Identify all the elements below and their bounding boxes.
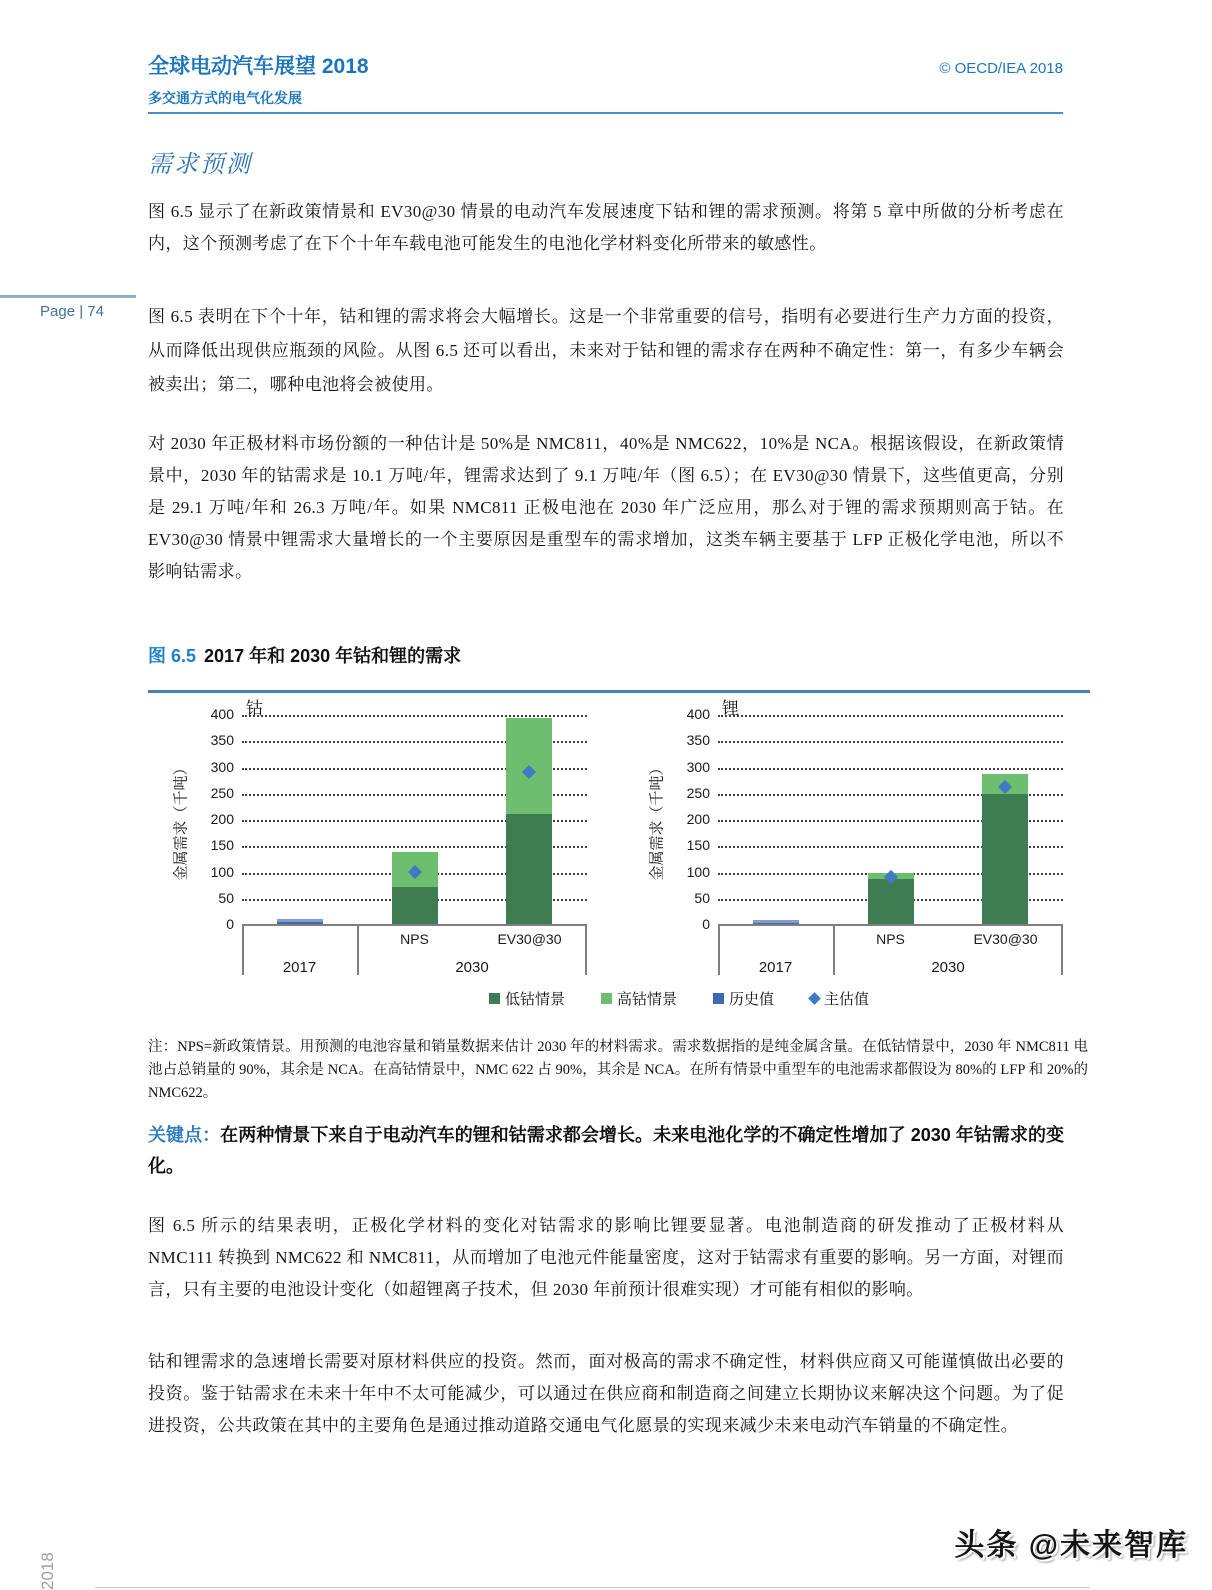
- gridline: [718, 768, 1063, 770]
- category-label: EV30@30: [973, 931, 1038, 947]
- category-label: EV30@30: [497, 931, 562, 947]
- report-title: 全球电动汽车展望 2018: [148, 55, 369, 78]
- lithium-demand-chart: [626, 700, 1086, 990]
- legend-item: [489, 988, 565, 1009]
- margin-divider: [0, 295, 136, 298]
- historical-bar: [277, 919, 323, 924]
- copyright-text: © OECD/IEA 2018: [939, 60, 1063, 77]
- legend-diamond-swatch: [808, 992, 821, 1005]
- figure-top-rule: [148, 690, 1090, 693]
- x-axis-line: [718, 924, 1063, 926]
- legend-label: 低钴情景: [504, 991, 565, 1008]
- y-tick-label: 50: [218, 889, 234, 906]
- paragraph-4: 图 6.5 所示的结果表明，正极化学材料的变化对钴需求的影响比锂要显著。电池制造商的研发推动了正极材料从 NMC111 转换到 NMC622 和 NMC811，从而增加了电池元件能量密度，这对于钴需求有重要的影响。另一方面，对锂而言，只有主要的电池设计变化（如超锂离子技术，但 2030 年前预计很难实现）才可能有相似的影响。: [148, 1216, 1064, 1299]
- y-tick-label: 100: [686, 863, 710, 880]
- figure-area: [148, 700, 1090, 1022]
- low-scenario-bar: [868, 879, 914, 924]
- chart-title: 锂: [722, 699, 739, 718]
- section-title: 需求预测: [148, 152, 252, 178]
- chart-title: 钴: [246, 699, 263, 718]
- y-tick-label: 150: [210, 837, 234, 854]
- gridline: [718, 741, 1063, 743]
- plot-area: [718, 715, 1063, 976]
- legend-item: [713, 988, 774, 1009]
- legend-label: 高钴情景: [616, 991, 677, 1008]
- paragraph-2: 图 6.5 表明在下个十年，钴和锂的需求将会大幅增长。这是一个非常重要的信号，指明有必要进行生产力方面的投资，从而降低出现供应瓶颈的风险。从图 6.5 还可以看出，未来对于钴和锂的需求存在两种不确定性：第一，有多少车辆会被卖出；第二，哪种电池将会被使用。: [148, 307, 1064, 394]
- y-tick-label: 0: [702, 916, 710, 932]
- group-label: 2017: [282, 959, 317, 976]
- side-rotated-year: 2018: [38, 1552, 57, 1590]
- gridline: [718, 715, 1063, 717]
- plot-area: [242, 715, 587, 976]
- category-label: NPS: [876, 931, 905, 947]
- y-tick-label: 250: [210, 784, 234, 801]
- group-label: 2030: [931, 959, 965, 976]
- figure-number: 图 6.5: [148, 646, 197, 666]
- legend-item: [810, 988, 869, 1009]
- x-axis-line: [242, 924, 587, 926]
- chart-legend: [148, 988, 1090, 1009]
- key-point: [148, 1120, 1064, 1182]
- legend-label: 主估值: [824, 991, 870, 1008]
- legend-label: 历史值: [729, 991, 775, 1008]
- y-tick-label: 400: [210, 706, 234, 722]
- y-axis-label: 金属需求（千吨）: [648, 760, 666, 881]
- group-label: 2030: [455, 959, 489, 976]
- paragraph-1: 图 6.5 显示了在新政策情景和 EV30@30 情景的电动汽车发展速度下钴和锂的需求预测。将第 5 章中所做的分析考虑在内，这个预测考虑了在下个十年车载电池可能发生的电池化学材料变化所带来的敏感性。: [148, 202, 1064, 253]
- y-tick-label: 0: [226, 916, 234, 932]
- cobalt-demand-chart: [150, 700, 610, 990]
- paragraph-3: 对 2030 年正极材料市场份额的一种估计是 50%是 NMC811，40%是 NMC622，10%是 NCA。根据该假设，在新政策情景中，2030 年的钴需求是 10.1 万吨/年，锂需求达到了 9.1 万吨/年（图 6.5）；在 EV30@30 情景下，这些值更高，分别是 29.1 万吨/年和 26.3 万吨/年。如果 NMC811 正极电池在 2030 年广泛应用，那么对于锂的需求预期则高于钴。在 EV30@30 情景中锂需求大量增长的一个主要原因是重型车的需求增加，这类车辆主要基于 LFP 正极化学电池，所以不影响钴需求。: [148, 434, 1064, 581]
- legend-square-swatch: [713, 993, 724, 1004]
- figure-caption-text: 2017 年和 2030 年钴和锂的需求: [204, 646, 462, 666]
- y-tick-label: 200: [210, 811, 234, 827]
- category-label: NPS: [400, 931, 429, 947]
- figure-note: 注：NPS=新政策情景。用预测的电池容量和销量数据来估计 2030 年的材料需求。需求数据指的是纯金属含量。在低钴情景中，2030 年 NMC811 电池占总销量的 90%，其余是 NCA。在高钴情景中，NMC 622 占 90%，其余是 NCA。在所有情景中重型车的电池需求都假设为 80%的 LFP 和 20%的 NMC622。: [148, 1039, 1088, 1101]
- low-scenario-bar: [392, 887, 438, 924]
- y-tick-label: 300: [686, 758, 710, 775]
- y-tick-label: 350: [210, 732, 234, 749]
- report-subtitle: 多交通方式的电气化发展: [148, 90, 302, 106]
- figure-caption: [148, 642, 461, 668]
- key-point-text: 在两种情景下来自于电动汽车的锂和钴需求都会增长。未来电池化学的不确定性增加了 2030 年钴需求的变化。: [148, 1125, 1065, 1176]
- key-point-label: 关键点：: [148, 1125, 221, 1145]
- legend-square-swatch: [489, 993, 500, 1004]
- watermark-text: 头条 @未来智库: [954, 1529, 1188, 1562]
- paragraph-5: 钴和锂需求的急速增长需要对原材料供应的投资。然而，面对极高的需求不确定性，材料供应商又可能谨慎做出必要的投资。鉴于钴需求在未来十年中不太可能减少，可以通过在供应商和制造商之间建立长期协议来解决这个问题。为了促进投资，公共政策在其中的主要角色是通过推动道路交通电气化愿景的实现来减少未来电动汽车销量的不确定性。: [148, 1352, 1064, 1435]
- page-number: Page | 74: [40, 303, 104, 320]
- gridline: [242, 715, 587, 717]
- bottom-edge-rule: [95, 1587, 1090, 1588]
- y-tick-label: 200: [686, 811, 710, 827]
- y-tick-label: 150: [686, 837, 710, 854]
- group-label: 2017: [758, 959, 793, 976]
- header-divider: [148, 112, 1063, 114]
- y-tick-label: 50: [694, 889, 710, 906]
- low-scenario-bar: [982, 794, 1028, 924]
- low-scenario-bar: [506, 814, 552, 924]
- legend-square-swatch: [601, 993, 612, 1004]
- y-tick-label: 350: [686, 732, 710, 749]
- y-tick-label: 400: [686, 706, 710, 722]
- y-tick-label: 100: [210, 863, 234, 880]
- legend-item: [601, 988, 677, 1009]
- historical-bar: [753, 920, 799, 924]
- y-tick-label: 250: [686, 784, 710, 801]
- y-tick-label: 300: [210, 758, 234, 775]
- y-axis-label: 金属需求（千吨）: [172, 760, 190, 881]
